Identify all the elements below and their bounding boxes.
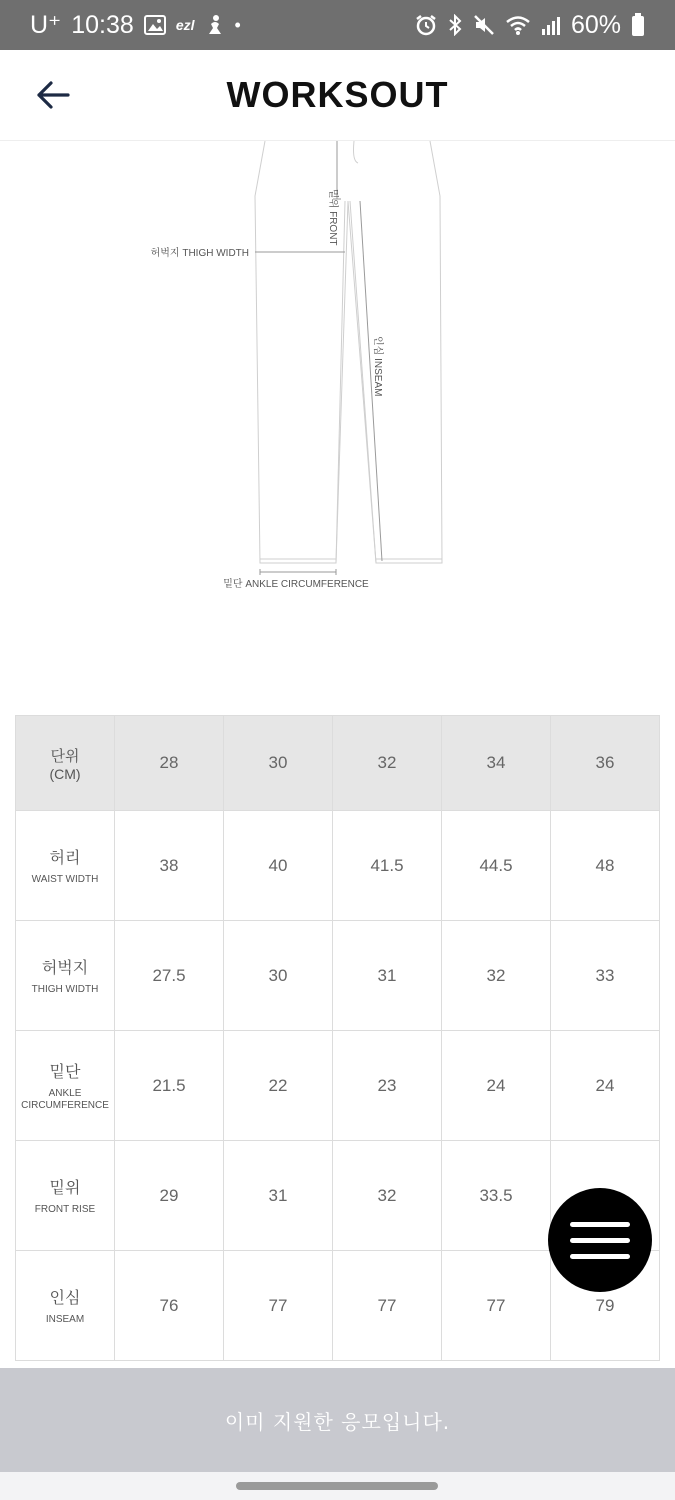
size-header-cell: 36 (551, 716, 660, 811)
table-cell: 41.5 (333, 811, 442, 921)
menu-icon-line (570, 1238, 630, 1243)
ezl-icon: ezl (175, 17, 195, 33)
table-row (16, 1031, 660, 1141)
battery-icon (631, 13, 645, 37)
table-cell: 77 (333, 1251, 442, 1361)
wifi-icon (505, 14, 531, 36)
table-cell: 76 (115, 1251, 224, 1361)
size-header-cell: 28 (115, 716, 224, 811)
inseam-label: 인심 INSEAM (372, 336, 383, 397)
floating-menu-button[interactable] (548, 1188, 652, 1292)
table-cell: 48 (551, 811, 660, 921)
table-cell: 23 (333, 1031, 442, 1141)
table-cell: 27.5 (115, 921, 224, 1031)
table-cell: 30 (224, 921, 333, 1031)
row-label-cell (16, 921, 115, 1031)
ankle-circumference-label: 밑단 ANKLE CIRCUMFERENCE (223, 579, 369, 590)
unit-header-cell (16, 716, 115, 811)
size-header-cell: 32 (333, 716, 442, 811)
table-cell: 29 (115, 1141, 224, 1251)
front-rise-label: 밑위 FRONT (327, 189, 338, 246)
size-header-cell: 34 (442, 716, 551, 811)
system-nav-bar (0, 1472, 675, 1500)
row-label-ko: 허벅지 (41, 960, 89, 977)
table-cell: 24 (551, 1031, 660, 1141)
pants-sketch (0, 141, 675, 601)
row-label-en: INSEAM (45, 1314, 85, 1325)
app-header (0, 50, 675, 141)
arrow-left-icon (36, 80, 70, 110)
table-row (16, 921, 660, 1031)
table-cell: 21.5 (115, 1031, 224, 1141)
unit-en-label: (CM) (49, 765, 81, 782)
row-label-en: ANKLE CIRCUMFERENCE (21, 1088, 109, 1111)
gallery-icon (144, 15, 166, 35)
notification-dot: • (234, 14, 241, 35)
table-cell: 32 (442, 921, 551, 1031)
table-cell: 22 (224, 1031, 333, 1141)
row-label-ko: 밑단 (49, 1064, 81, 1081)
pants-measurement-diagram (0, 141, 675, 601)
thigh-width-label: 허벅지 THIGH WIDTH (150, 248, 249, 259)
row-label-cell (16, 1251, 115, 1361)
table-header-row (16, 716, 660, 811)
row-label-en: THIGH WIDTH (31, 984, 99, 995)
row-label-cell (16, 1141, 115, 1251)
home-gesture-handle[interactable] (236, 1482, 438, 1490)
table-cell: 38 (115, 811, 224, 921)
app-notification-icon (205, 14, 225, 36)
alarm-icon (415, 14, 437, 36)
carrier-label: U⁺ (30, 11, 62, 39)
menu-icon-line (570, 1222, 630, 1227)
table-cell: 33 (551, 921, 660, 1031)
row-label-ko: 인심 (49, 1290, 81, 1307)
clock: 10:38 (71, 10, 134, 39)
signal-icon (541, 14, 561, 36)
brand-logo: WORKSOUT (226, 74, 449, 115)
table-cell: 33.5 (442, 1141, 551, 1251)
row-label-en: WAIST WIDTH (31, 874, 99, 885)
table-cell: 31 (333, 921, 442, 1031)
status-bar (0, 0, 675, 50)
table-cell: 44.5 (442, 811, 551, 921)
table-cell: 32 (333, 1141, 442, 1251)
table-cell: 77 (224, 1251, 333, 1361)
unit-ko-label: 단위 (50, 747, 80, 765)
table-cell: 77 (442, 1251, 551, 1361)
mute-icon (473, 14, 495, 36)
table-cell: 31 (224, 1141, 333, 1251)
battery-percent: 60% (570, 10, 621, 39)
row-label-ko: 허리 (49, 850, 81, 867)
back-button[interactable] (32, 74, 74, 116)
size-header-cell: 30 (224, 716, 333, 811)
row-label-ko: 밑위 (49, 1180, 81, 1197)
table-cell: 40 (224, 811, 333, 921)
bluetooth-icon (447, 14, 463, 36)
row-label-cell (16, 1031, 115, 1141)
table-cell: 79 (551, 1251, 660, 1361)
row-label-en: FRONT RISE (34, 1204, 96, 1215)
menu-icon-line (570, 1254, 630, 1259)
table-cell: 24 (442, 1031, 551, 1141)
table-row (16, 811, 660, 921)
row-label-cell (16, 811, 115, 921)
already-applied-button[interactable]: 이미 지원한 응모입니다. (0, 1368, 675, 1472)
